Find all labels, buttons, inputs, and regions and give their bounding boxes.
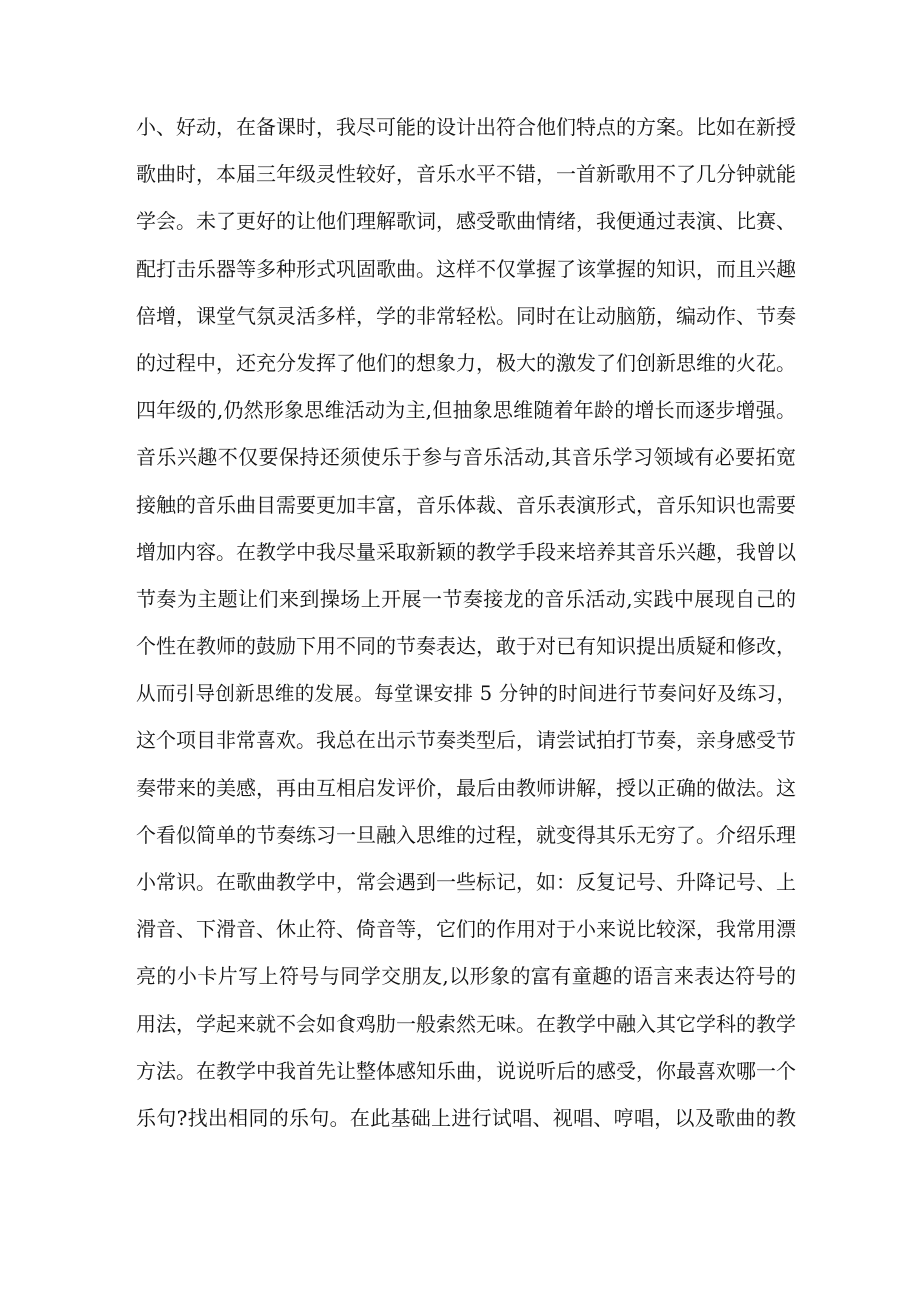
text-line: 亮的小卡片写上符号与同学交朋友,以形象的富有童趣的语言来表达符号的 xyxy=(136,964,796,989)
text-line: 用法，学起来就不会如食鸡肋一般索然无味。在教学中融入其它学科的教学 xyxy=(136,1011,796,1036)
text-line: 个看似简单的节奏练习一旦融入思维的过程，就变得其乐无穷了。介绍乐理 xyxy=(136,822,796,847)
text-line: 奏带来的美感，再由互相启发评价，最后由教师讲解，授以正确的做法。这 xyxy=(136,775,796,800)
body-paragraph xyxy=(136,104,796,1142)
text-line: 的过程中，还充分发挥了他们的想象力，极大的激发了们创新思维的火花。 xyxy=(136,350,796,375)
text-line: 歌曲时，本届三年级灵性较好，音乐水平不错，一首新歌用不了几分钟就能 xyxy=(136,162,796,187)
text-line: 节奏为主题让们来到操场上开展一节奏接龙的音乐活动,实践中展现自己的 xyxy=(136,586,796,611)
text-line: 滑音、下滑音、休止符、倚音等，它们的作用对于小来说比较深，我常用漂 xyxy=(136,917,796,942)
text-line: 增加内容。在教学中我尽量采取新颖的教学手段来培养其音乐兴趣，我曾以 xyxy=(136,539,796,564)
text-line: 学会。未了更好的让他们理解歌词，感受歌曲情绪，我便通过表演、比赛、 xyxy=(136,209,796,234)
text-line: 从而引导创新思维的发展。每堂课安排 5 分钟的时间进行节奏问好及练习， xyxy=(136,682,796,706)
text-line: 配打击乐器等多种形式巩固歌曲。这样不仅掌握了该掌握的知识，而且兴趣 xyxy=(136,256,796,281)
text-line: 小、好动，在备课时，我尽可能的设计出符合他们特点的方案。比如在新授 xyxy=(136,115,796,139)
text-line: 方法。在教学中我首先让整体感知乐曲，说说听后的感受，你最喜欢哪一个 xyxy=(136,1058,796,1083)
text-line: 乐句?找出相同的乐句。在此基础上进行试唱、视唱、哼唱，以及歌曲的教 xyxy=(136,1105,796,1130)
text-line: 音乐兴趣不仅要保持还须使乐于参与音乐活动,其音乐学习领域有必要拓宽 xyxy=(136,445,796,470)
text-line: 倍增，课堂气氛灵活多样，学的非常轻松。同时在让动脑筋，编动作、节奏 xyxy=(136,303,796,328)
text-line: 四年级的,仍然形象思维活动为主,但抽象思维随着年龄的增长而逐步增强。 xyxy=(136,398,796,423)
text-line: 接触的音乐曲目需要更加丰富，音乐体裁、音乐表演形式，音乐知识也需要 xyxy=(136,492,796,517)
text-line: 个性在教师的鼓励下用不同的节奏表达，敢于对已有知识提出质疑和修改， xyxy=(136,634,796,659)
text-line: 这个项目非常喜欢。我总在出示节奏类型后，请尝试拍打节奏，亲身感受节 xyxy=(136,728,796,753)
text-line: 小常识。在歌曲教学中，常会遇到一些标记，如：反复记号、升降记号、上 xyxy=(136,870,796,894)
